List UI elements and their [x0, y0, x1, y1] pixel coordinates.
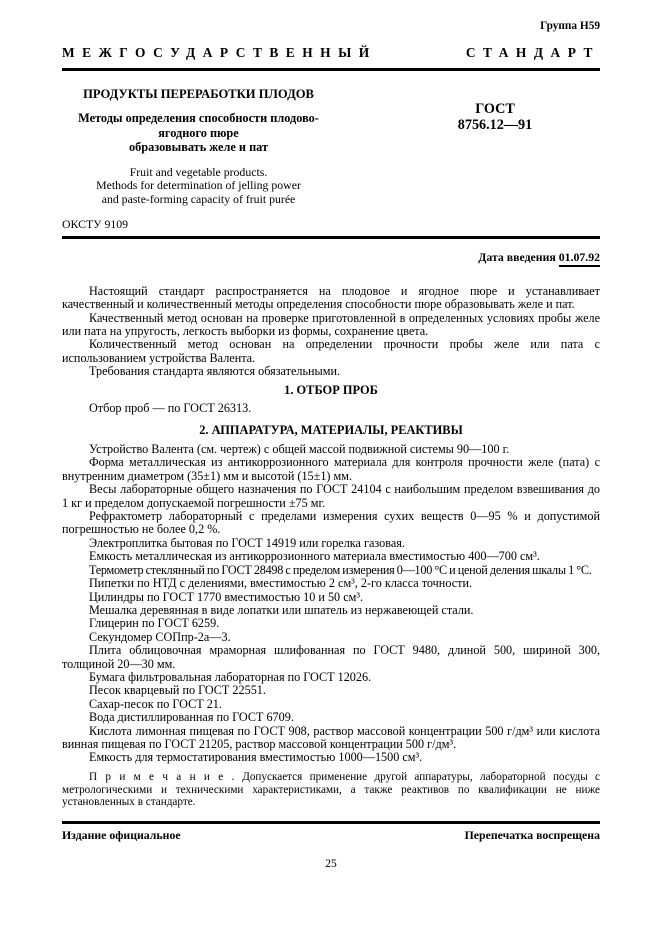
gost-number: 8756.12—91 [457, 116, 533, 133]
section-2-paragraph: Песок кварцевый по ГОСТ 22551. [89, 683, 266, 698]
effective-date-line [62, 250, 600, 265]
section-2-paragraph: Бумага фильтровальная лабораторная по ГОСТ 12026. [89, 669, 372, 684]
section-2-paragraph: Вода дистиллированная по ГОСТ 6709. [89, 710, 294, 725]
effective-date-value: 01.07.92 [559, 250, 600, 267]
section-2-paragraph: Форма металлическая из антикоррозионного материала для контроля прочности желе (пата) с внутренним диаметром (35±1) мм и высотой (15±1) мм. [62, 455, 600, 483]
subtitle-line-2: образовывать желе и пат [128, 140, 269, 154]
section-2-paragraph: Мешалка деревянная в виде лопатки или шпатель из нержавеющей стали. [89, 602, 474, 617]
group-label: Группа Н59 [540, 20, 600, 32]
section-2-paragraph: Плита облицовочная мраморная шлифованная по ГОСТ 9480, длиной 500, шириной 300, толщиной 20—30 мм. [62, 643, 600, 671]
document-title-ru: ПРОДУКТЫ ПЕРЕРАБОТКИ ПЛОДОВ [83, 87, 314, 101]
section-2-paragraph: Пипетки по НТД с делениями, вместимостью 2 см³, 2-го класса точности. [89, 576, 473, 591]
section-2-paragraph: Рефрактометр лабораторный с пределами измерения сухих веществ 0—95 % и допустимой погрешностью не более 0,2 %. [62, 509, 600, 537]
section-1-heading: 1. ОТБОР ПРОБ [284, 382, 378, 397]
note-label: П р и м е ч а н и е . [89, 770, 235, 783]
note-paragraph [62, 771, 600, 809]
horizontal-rule-footer [62, 821, 600, 824]
intro-paragraph: Качественный метод основан на проверке приготовленной в определенных условиях пробы желе или пата на упругость, легкость выборки из формы, сохранение цвета. [62, 310, 600, 338]
standard-type-word-2: СТАНДАРТ [465, 45, 600, 60]
okstu-code: ОКСТУ 9109 [62, 217, 129, 232]
gost-label: ГОСТ [475, 101, 515, 117]
gost-designation-block [390, 87, 600, 232]
footer-official-edition: Издание официальное [62, 827, 181, 842]
document-title-en [62, 166, 335, 207]
effective-date-label: Дата введения [478, 249, 556, 264]
note-text: Допускается применение другой аппаратуры, лабораторной посуды с метрологическими и техническими характеристиками, а также реактивов по квалификации не ниже установленных в стандарте. [62, 770, 601, 809]
section-2-paragraph: Термометр стеклянный по ГОСТ 28498 с пределом измерения 0—100 °С и ценой деления шкалы 1 °С. [89, 562, 592, 577]
horizontal-rule-top [62, 68, 600, 71]
section-1-paragraph: Отбор проб — по ГОСТ 26313. [89, 401, 252, 416]
title-en-line-1: Fruit and vegetable products. [129, 164, 268, 179]
standard-type-word-1: МЕЖГОСУДАРСТВЕННЫЙ [62, 45, 377, 60]
section-2-paragraph: Емкость для термостатирования вместимостью 1000—1500 см³. [89, 750, 423, 765]
title-column [62, 87, 335, 232]
document-body [62, 285, 600, 809]
section-2-heading: 2. АППАРАТУРА, МАТЕРИАЛЫ, РЕАКТИВЫ [199, 422, 463, 437]
section-2-paragraph: Цилиндры по ГОСТ 1770 вместимостью 10 и 50 см³. [89, 589, 364, 604]
section-2-paragraph: Емкость металлическая из антикоррозионного материала вместимостью 400—700 см³. [89, 549, 540, 564]
standard-type-header [62, 45, 600, 61]
intro-paragraph: Количественный метод основан на определении прочности пробы желе или пата с использованием устройства Валента. [62, 337, 600, 365]
title-en-line-3: and paste-forming capacity of fruit purée [101, 191, 296, 206]
document-subtitle-ru [62, 111, 335, 155]
section-2-paragraph: Электроплитка бытовая по ГОСТ 14919 или горелка газовая. [89, 535, 405, 550]
title-en-line-2: Methods for determination of jelling power [96, 178, 301, 193]
title-block [62, 87, 600, 232]
section-2-paragraph: Весы лабораторные общего назначения по ГОСТ 24104 с наибольшим пределом взвешивания до 1 кг и пределом допускаемой погрешности ±75 мг. [62, 482, 600, 510]
subtitle-line-1: Методы определения способности плодово-ягодного пюре [78, 111, 319, 140]
page-number: 25 [325, 857, 337, 870]
intro-paragraph: Требования стандарта являются обязательными. [89, 364, 341, 379]
section-2-paragraph: Кислота лимонная пищевая по ГОСТ 908, раствор массовой концентрации 500 г/дм³ или кислота винная пищевая по ГОСТ 21205, раствор массовой концентрации 500 г/дм³. [62, 723, 600, 751]
footer-reprint-prohibited: Перепечатка воспрещена [464, 827, 600, 842]
horizontal-rule-title-bottom [62, 236, 600, 239]
section-2-paragraph: Устройство Валента (см. чертеж) с общей массой подвижной системы 90—100 г. [89, 442, 510, 457]
section-2-paragraph: Сахар-песок по ГОСТ 21. [89, 696, 222, 711]
section-2-paragraph: Секундомер СОПпр-2а—3. [89, 629, 231, 644]
footer [62, 828, 600, 843]
section-2-paragraph: Глицерин по ГОСТ 6259. [89, 616, 220, 631]
intro-paragraph: Настоящий стандарт распространяется на плодовое и ягодное пюре и устанавливает качественный и количественный методы определения способности пюре образовывать желе и пат. [62, 283, 600, 312]
